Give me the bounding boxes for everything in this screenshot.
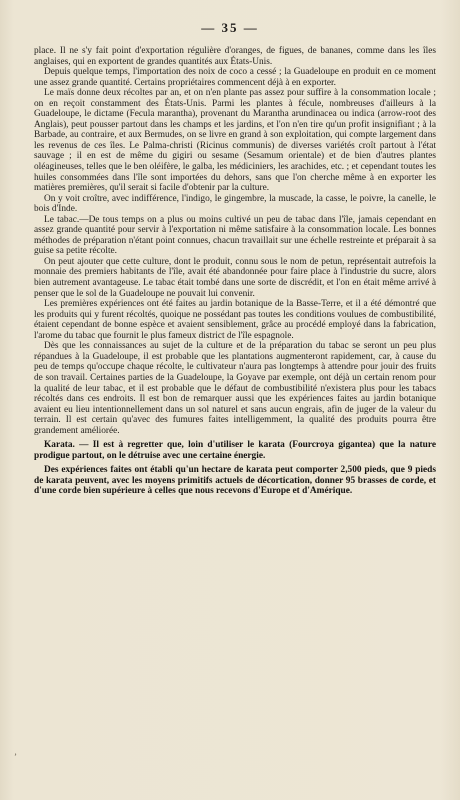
- paragraph-tobacco-future: Dès que les connaissances au sujet de la culture et de la préparation du tabac se seront un peu plus répandues à la Guadeloupe, il est probable que les plantations augmenteront rapidement, car, à cause du peu de temps qu'occupe chaque récolte, le cultivateur n'aura pas longtemps à attendre pour jouir des fruits de son travail. Certaines parties de la Guadeloupe, la Goyave par exemple, ont déjà un certain renom pour la qualité de leur tabac, et il est probable que le défaut de combustibilité n'existera plus pour les tabacs récoltés dans ces endroits. Il est bon de remarquer aussi que les expériences faites au jardin botanique avaient eu lieu intentionnellement dans un sol naturel et sans aucun engrais, afin de juger de la valeur du terrain. Il est certain qu'avec des fumures faites intelligemment, la qualité des produits pourra être grandement améliorée.: [34, 341, 436, 436]
- paragraph-coconuts: Depuis quelque temps, l'importation des noix de coco a cessé ; la Guadeloupe en produit en ce moment une assez grande quantité. Certains propriétaires commencent déjà à en exporter.: [34, 67, 436, 88]
- paragraph-tobacco-experiments: Les premières expériences ont été faites au jardin botanique de la Basse-Terre, et il a été démontré que les produits qui y furent récoltés, quoique ne possédant pas toutes les conditions voulues de combustibilité, étaient cependant de bonne espèce et avaient sensiblement, grâce au procédé employé dans la fabrication, l'arome du tabac que fournit le plus fameux district de l'île espagnole.: [34, 299, 436, 341]
- margin-mark: ʼ: [14, 752, 17, 762]
- page-number: — 35 —: [201, 20, 259, 35]
- paragraph-tobacco-history: On peut ajouter que cette culture, dont le produit, connu sous le nom de petun, représentait autrefois la monnaie des premiers habitants de l'île, avait été abandonnée pour faire place à l'industrie du sucre, alors bien autrement avantageuse. Le tabac était tombé dans une sorte de discrédit, et l'on en était même arrivé à penser que le sol de la Guadeloupe ne pouvait lui convenir.: [34, 256, 436, 299]
- paragraph-fruit-exports: place. Il ne s'y fait point d'exportation régulière d'oranges, de figues, de bananes, comme dans les îles anglaises, qui en exportent de grandes quantités aux États-Unis.: [34, 46, 436, 67]
- paragraph-maize-plants: Le maïs donne deux récoltes par an, et on n'en plante pas assez pour suffire à la consommation locale ; on en reçoit constamment des États-Unis. Parmi les plantes à fécule, nombreuses d'ailleurs à la Guadeloupe, le dictame (Fecula marantha), provenant du Marantha arundinacea ou indica (arrow-root des Anglais), peut pousser partout dans les champs et les jardins, et l'on n'en tire qu'un profit insignifiant ; à la Barbade, au contraire, et aux Bermudes, on se livre en grand à son exploitation, qui compte largement dans les revenus de ces îles. Le Palma-christi (Ricinus communis) de diverses variétés croît partout à l'état sauvage ; il en est de même du gigiri ou sesame (Sesamum orientale) et de bien d'autres plantes oléagineuses, telles que le ben oléifère, le galba, les médiciniers, les arachides, etc. ; et cependant toutes les huiles consommées dans l'île sont importées du dehors, sans que l'on cherche même à en exporter les matières premières, qu'il serait si facile d'obtenir par la culture.: [34, 88, 436, 194]
- paragraph-karata: Karata. — Il est à regretter que, loin d'utiliser le karata (Fourcroya gigantea) que la nature prodigue partout, on le détruise avec une certaine énergie.: [34, 440, 436, 461]
- paragraph-karata-experiments: Des expériences faites ont établi qu'un hectare de karata peut comporter 2,500 pieds, que 9 pieds de karata peuvent, avec les moyens primitifs actuels de décortication, donner 95 brasses de corde, et d'une corde bien supérieure à celles que nous recevons d'Europe et d'Amérique.: [34, 465, 436, 497]
- paragraph-spices: On y voit croître, avec indifférence, l'indigo, le gingembre, la muscade, la casse, le poivre, la canelle, le bois d'Inde.: [34, 193, 436, 215]
- paragraph-tobacco-intro: Le tabac.—De tous temps on a plus ou moins cultivé un peu de tabac dans l'île, jamais cependant en assez grande quantité pour servir à l'exportation ni même satisfaire à la consommation locale. Les bonnes méthodes de préparation n'étant point connues, chacun travaillait sur une échelle restreinte et préparait à sa guise sa petite récolte.: [34, 214, 436, 257]
- body-text: [34, 46, 436, 497]
